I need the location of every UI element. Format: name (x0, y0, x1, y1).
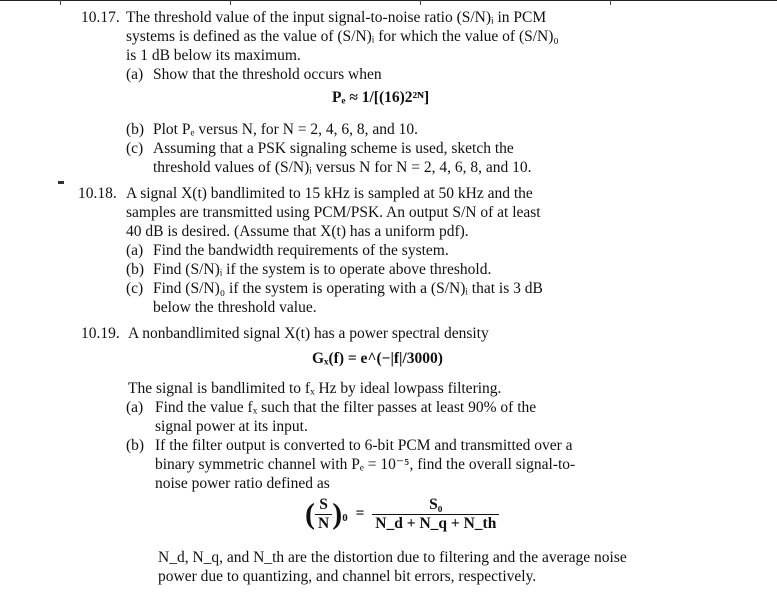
problem-10-18-line: samples are transmitted using PCM/PSK. An output S/N of at least (126, 204, 541, 221)
top-tick (420, 0, 421, 5)
problem-10-18-line: 40 dB is desired. (Assume that X(t) has a uniform pdf). (126, 223, 469, 240)
part-text: Show that the threshold occurs when (153, 66, 382, 83)
snr-lhs-numerator: S (315, 496, 332, 515)
open-paren: ( (305, 497, 315, 531)
part-text: Plot Pₑ versus N, for N = 2, 4, 6, 8, and 10. (153, 121, 419, 138)
snr-lhs-fraction (315, 496, 332, 533)
problem-10-17-line: is 1 dB below its maximum. (126, 47, 301, 64)
problem-10-17-number: 10.17. (81, 9, 120, 26)
snr-lhs-denominator: N (318, 515, 330, 532)
part-label: (c) (126, 280, 144, 297)
part-text: Find (S/N)ᵢ if the system is to operate above threshold. (153, 261, 492, 278)
problem-10-18-number: 10.18. (78, 185, 117, 202)
part-text: noise power ratio defined as (155, 475, 330, 492)
top-tick (60, 0, 61, 5)
part-text: threshold values of (S/N)ᵢ versus N for N = 2, 4, 6, 8, and 10. (153, 159, 532, 176)
problem-10-19-line: The signal is bandlimited to fₓ Hz by ideal lowpass filtering. (128, 380, 502, 397)
part-text: Find the bandwidth requirements of the system. (153, 242, 449, 259)
close-paren: ) (332, 497, 343, 531)
psd-equation: Gₓ(f) = e^(−|f|/3000) (312, 350, 443, 367)
part-text: Find (S/N)₀ if the system is operating with a (S/N)ᵢ that is 3 dB (153, 280, 543, 297)
part-text: binary symmetric channel with Pₑ = 10⁻⁵, find the overall signal-to- (155, 456, 576, 473)
part-text: Find the value fₓ such that the filter passes at least 90% of the (155, 399, 537, 416)
part-text: If the filter output is converted to 6-bit PCM and transmitted over a (155, 437, 573, 454)
problem-10-18-line: A signal X(t) bandlimited to 15 kHz is sampled at 50 kHz and the (126, 185, 533, 202)
page-top-border (0, 0, 777, 1)
top-tick (610, 0, 611, 5)
margin-mark (58, 181, 64, 184)
part-label: (b) (126, 261, 145, 278)
part-text: Assuming that a PSK signaling scheme is used, sketch the (153, 140, 514, 157)
snr-rhs-denominator: N_d + N_q + N_th (375, 515, 497, 532)
problem-10-17-line: The threshold value of the input signal-to-noise ratio (S/N)ᵢ in PCM (126, 9, 547, 26)
part-label: (a) (126, 242, 144, 259)
part-text: below the threshold value. (153, 299, 317, 316)
problem-10-19-number: 10.19. (81, 325, 120, 342)
snr-equation (305, 496, 499, 533)
problem-10-19-line: A nonbandlimited signal X(t) has a power spectral density (128, 325, 489, 342)
part-label: (a) (126, 66, 144, 83)
top-tick (230, 0, 231, 5)
part-text: signal power at its input. (155, 418, 308, 435)
closing-text: N_d, N_q, and N_th are the distortion due to filtering and the average noise (158, 549, 627, 566)
closing-text: power due to quantizing, and channel bit errors, respectively. (158, 568, 537, 585)
part-label: (c) (126, 140, 144, 157)
part-label: (b) (126, 437, 145, 454)
snr-rhs-numerator: S₀ (372, 496, 499, 515)
part-label: (b) (126, 121, 145, 138)
equals-sign: = (355, 505, 365, 523)
snr-lhs-subscript: 0 (342, 512, 348, 525)
threshold-equation: Pₑ ≈ 1/[(16)2²ᴺ] (332, 89, 430, 106)
part-label: (a) (126, 399, 144, 416)
snr-rhs-fraction (372, 496, 499, 533)
problem-10-17-line: systems is defined as the value of (S/N)ᵢ for which the value of (S/N)₀ (126, 28, 559, 45)
